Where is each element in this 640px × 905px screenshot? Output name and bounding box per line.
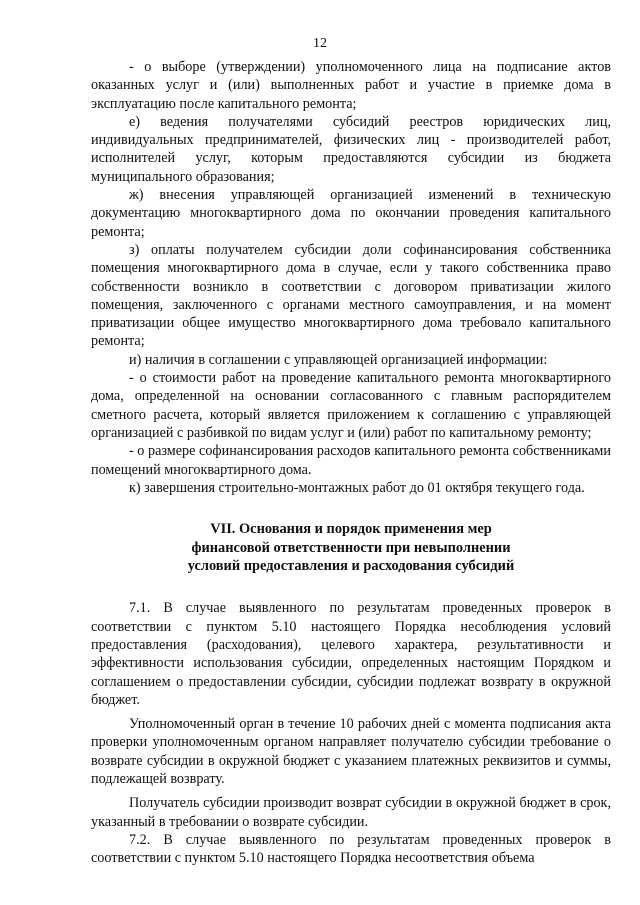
paragraph-item-i: и) наличия в соглашении с управляющей организацией информации: bbox=[129, 351, 548, 368]
paragraph-7-2: 7.2. В случае выявленного по результатам проведенных проверок в соответствии с пунктом 5.10 настоящего Порядка несоответствия объема bbox=[91, 831, 611, 867]
paragraph-item-cost: - о стоимости работ на проведение капитального ремонта многоквартирного дома, определенной на основании согласованного с главным распорядителем сметного расчета, который является приложением к соглашению с управляющей организацией с разбивкой по видам услуг и (или) работ по капитальному ремонту; bbox=[91, 370, 611, 441]
paragraph-7-1: 7.1. В случае выявленного по результатам проведенных проверок в соответствии с пунктом 5.10 настоящего Порядка несоблюдения условий предоставления (расходования), целевого характера, результативности и эффективности использования субсидии, определенных настоящим Порядком и соглашением о предоставлении субсидии, субсидии подлежат возврату в окружной бюджет. bbox=[91, 600, 611, 708]
paragraph-authority-notice: Уполномоченный орган в течение 10 рабочих дней с момента подписания акта проверки уполномоченным органом направляет получателю субсидии требование о возврате субсидии в окружной бюджет с указанием платежных реквизитов и суммы, подлежащей возврату. bbox=[91, 716, 611, 788]
section-heading-line: VII. Основания и порядок применения мер bbox=[210, 521, 492, 538]
paragraph-item-cofinancing: - о размере софинансирования расходов капитального ремонта собственниками помещений многоквартирного дома. bbox=[91, 443, 611, 478]
paragraph-item-e: е) ведения получателями субсидий реестров юридических лиц, индивидуальных предпринимателей, физических лиц - производителей работ, исполнителей услуг, которым предоставляются субсидии из бюджета муниципального образования; bbox=[91, 113, 611, 185]
paragraph-item-approval: - о выборе (утверждении) уполномоченного лица на подписание актов оказанных услуг и (или) выполненных работ и участие в приемке дома в эксплуатацию после капитального ремонта; bbox=[91, 59, 611, 112]
paragraph-item-z: з) оплаты получателем субсидии доли софинансирования собственника помещения многоквартирного дома в случае, если у такого собственника право собственности возникло в соответствии с договором приватизации жилого помещения, заключенного с органами местного самоуправления, и на момент приватизации общее имущество многоквартирного дома требовало капитального ремонта; bbox=[91, 241, 611, 350]
section-heading-line: условий предоставления и расходования субсидий bbox=[187, 557, 515, 574]
section-heading bbox=[91, 520, 611, 575]
page-number: 12 bbox=[313, 36, 327, 51]
section-heading-line: финансовой ответственности при невыполнении bbox=[191, 539, 511, 556]
paragraph-item-zh: ж) внесения управляющей организацией изменений в техническую документацию многоквартирного дома по окончании проведения капитального ремонта; bbox=[91, 187, 611, 240]
document-body bbox=[91, 58, 611, 868]
paragraph-item-k: к) завершения строительно-монтажных работ до 01 октября текущего года. bbox=[129, 479, 585, 496]
paragraph-refund: Получатель субсидии производит возврат субсидии в окружной бюджет в срок, указанный в требовании о возврате субсидии. bbox=[91, 795, 611, 830]
